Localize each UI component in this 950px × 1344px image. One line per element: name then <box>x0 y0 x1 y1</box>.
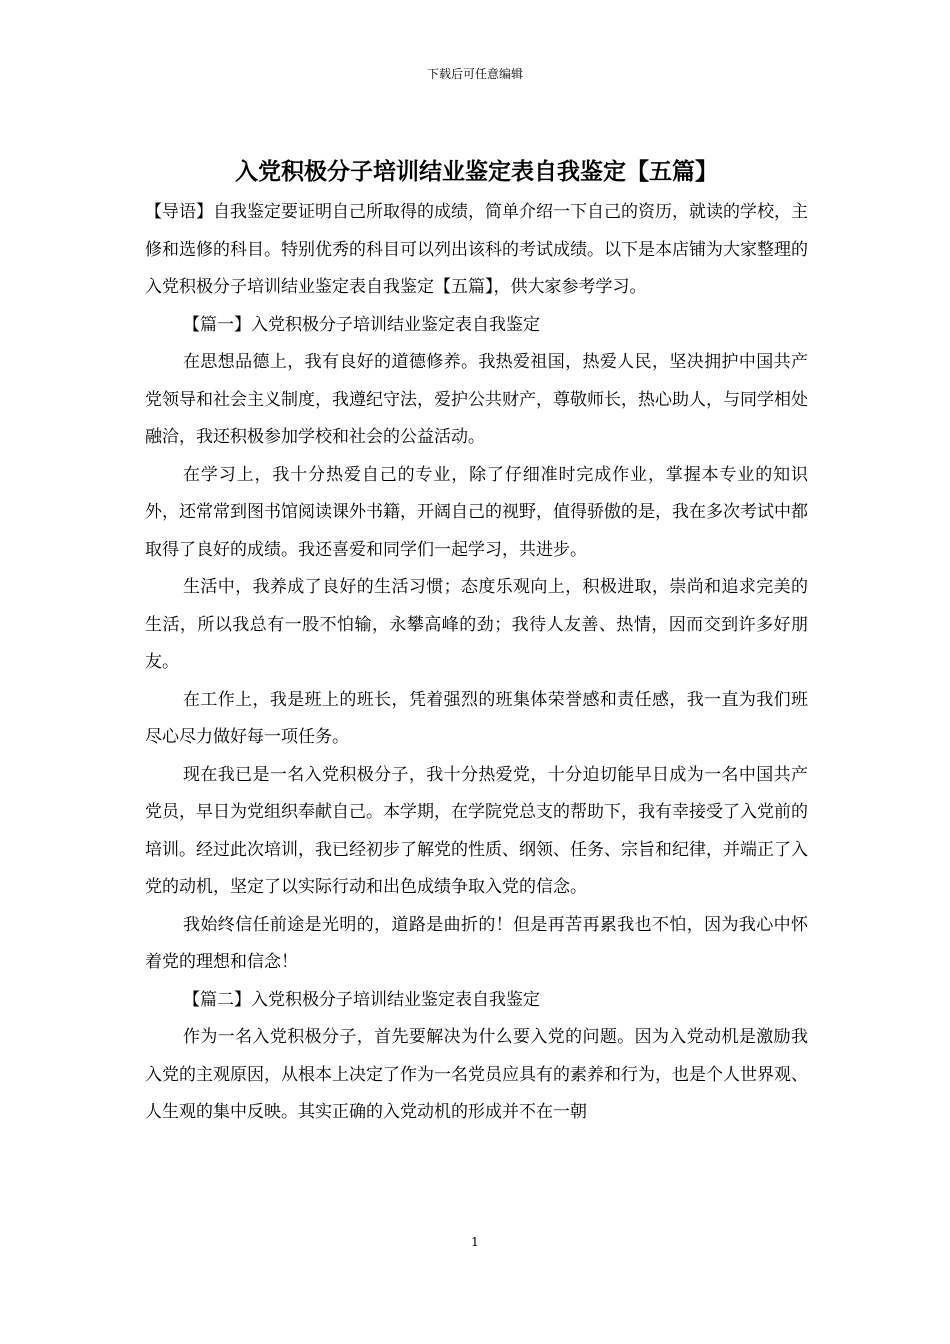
body-paragraph: 在思想品德上，我有良好的道德修养。我热爱祖国，热爱人民，坚决拥护中国共产党领导和社会主义制度，我遵纪守法，爱护公共财产，尊敬师长，热心助人，与同学相处融洽，我还积极参加学校和社会的公益活动。 <box>145 352 808 447</box>
section-heading-2: 【篇二】入党积极分子培训结业鉴定表自我鉴定 <box>183 989 540 1010</box>
page-header-note: 下载后可任意编辑 <box>426 67 523 81</box>
body-paragraph: 作为一名入党积极分子，首先要解决为什么要入党的问题。因为入党动机是激励我入党的主观原因，从根本上决定了作为一名党员应具有的素养和行为，也是个人世界观、人生观的集中反映。其实正确的入党动机的形成并不在一朝 <box>145 1027 808 1122</box>
body-paragraph: 现在我已是一名入党积极分子，我十分热爱党，十分迫切能早日成为一名中国共产党员，早日为党组织奉献自己。本学期，在学院党总支的帮助下，我有幸接受了入党前的培训。经过此次培训，我已经初步了解党的性质、纲领、任务、宗旨和纪律，并端正了入党的动机，坚定了以实际行动和出色成绩争取入党的信念。 <box>145 764 808 897</box>
body-paragraph: 生活中，我养成了良好的生活习惯；态度乐观向上，积极进取，崇尚和追求完美的生活，所以我总有一股不怕输，永攀高峰的劲；我待人友善、热情，因而交到许多好朋友。 <box>145 577 808 672</box>
document-title: 入党积极分子培训结业鉴定表自我鉴定【五篇】 <box>235 159 718 185</box>
body-paragraph: 在学习上，我十分热爱自己的专业，除了仔细准时完成作业，掌握本专业的知识外，还常常到图书馆阅读课外书籍，开阔自己的视野，值得骄傲的是，我在多次考试中都取得了良好的成绩。我还喜爱和同学们一起学习，共进步。 <box>145 464 808 560</box>
body-paragraph: 在工作上，我是班上的班长，凭着强烈的班集体荣誉感和责任感，我一直为我们班尽心尽力做好每一项任务。 <box>145 689 808 747</box>
document-body <box>145 150 808 1132</box>
intro-paragraph: 【导语】自我鉴定要证明自己所取得的成绩，简单介绍一下自己的资历，就读的学校，主修和选修的科目。特别优秀的科目可以列出该科的考试成绩。以下是本店铺为大家整理的入党积极分子培训结业鉴定表自我鉴定【五篇】，供大家参考学习。 <box>145 202 808 297</box>
section-heading-1: 【篇一】入党积极分子培训结业鉴定表自我鉴定 <box>183 314 540 335</box>
page-number: 1 <box>471 1235 479 1249</box>
body-paragraph: 我始终信任前途是光明的，道路是曲折的！但是再苦再累我也不怕，因为我心中怀着党的理想和信念！ <box>145 914 808 972</box>
